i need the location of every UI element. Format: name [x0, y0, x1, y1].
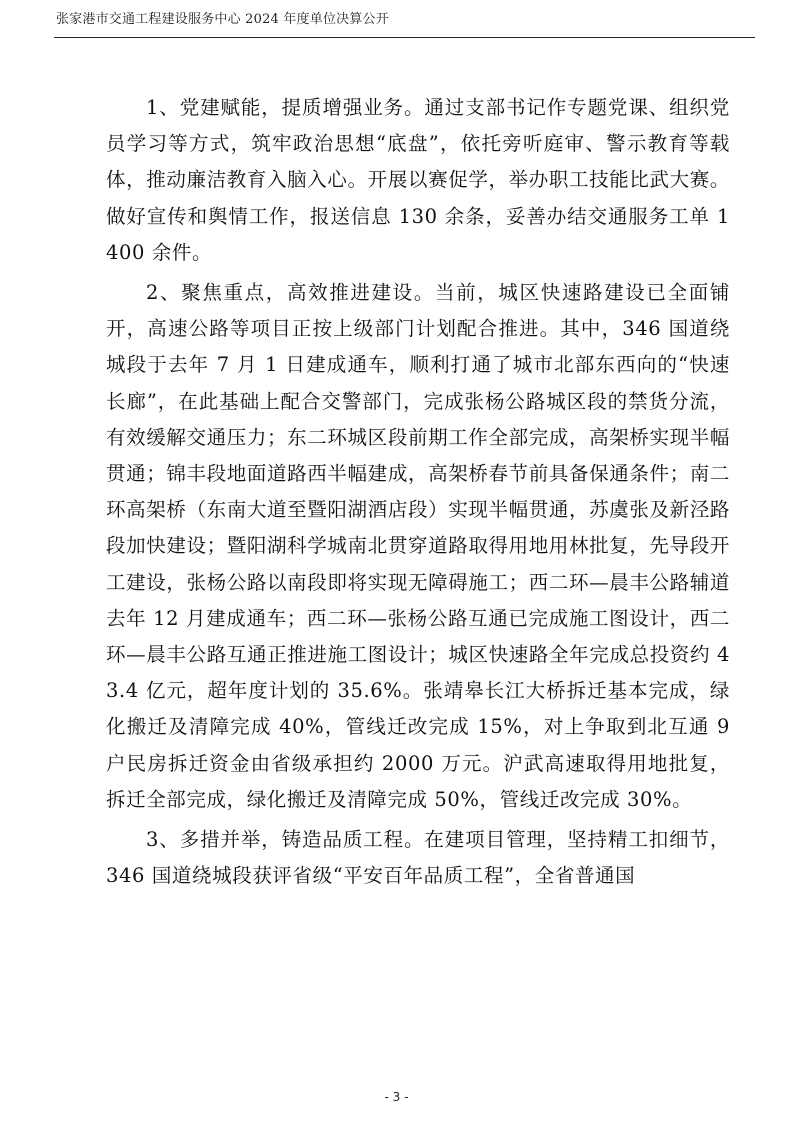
page-number: - 3 - — [384, 1090, 409, 1104]
header-divider — [54, 37, 755, 38]
paragraph-party-building: 1、党建赋能，提质增强业务。通过支部书记作专题党课、组织党员学习等方式，筑牢政治思想“底盘”，依托旁听庭审、警示教育等载体，推动廉洁教育入脑入心。开展以赛促学，举办职工技能比武大赛。做好宣传和舆情工作，报送信息 130 余条，妥善办结交通服务工单 1400 余件。 — [106, 96, 730, 264]
paragraph-construction-progress: 2、聚焦重点，高效推进建设。当前，城区快速路建设已全面铺开，高速公路等项目正按上级部门计划配合推进。其中，346 国道绕城段于去年 7 月 1 日建成通车，顺利打通了城市北部东西向的“快速长廊”，在此基础上配合交警部门，完成张杨公路城区段的禁货分流，有效缓解交通压力；东二环城区段前期工作全部完成，高架桥实现半幅贯通；锦丰段地面道路西半幅建成，高架桥春节前具备保通条件；南二环高架桥（东南大道至暨阳湖酒店段）实现半幅贯通，苏虞张及新泾路段加快建设；暨阳湖科学城南北贯穿道路取得用地用林批复，先导段开工建设，张杨公路以南段即将实现无障碍施工；西二环—晨丰公路辅道去年 12 月建成通车；西二环—张杨公路互通已完成施工图设计，西二环—晨丰公路互通正推进施工图设计；城区快速路全年完成总投资约 43.4 亿元，超年度计划的 35.6%。张靖皋长江大桥拆迁基本完成，绿化搬迁及清障完成 40%，管线迁改完成 15%，对上争取到北互通 9 户民房拆迁资金由省级承担约 2000 万元。沪武高速取得用地批复，拆迁全部完成，绿化搬迁及清障完成 50%，管线迁改完成 30%。 — [106, 281, 730, 811]
document-body — [106, 90, 730, 898]
paragraph-quality-engineering: 3、多措并举，铸造品质工程。在建项目管理，坚持精工扣细节，346 国道绕城段获评省级“平安百年品质工程”，全省普通国 — [106, 828, 730, 888]
running-header: 张家港市交通工程建设服务中心 2024 年度单位决算公开 — [56, 12, 389, 27]
